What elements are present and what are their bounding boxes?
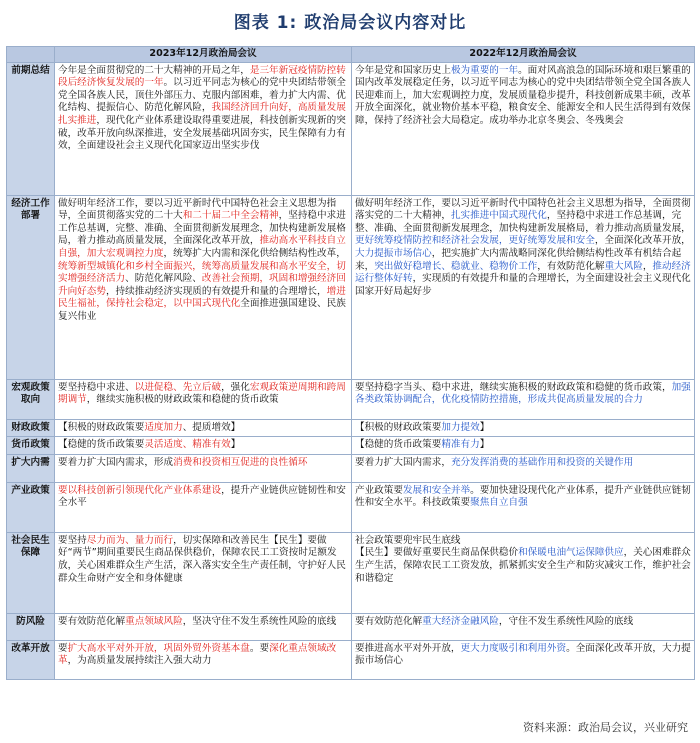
text-segment: 今年是党和国家历史上 [355,64,451,76]
text-segment: ，坚持稳中求进工作总基调，完整、准确、全面贯彻新发展理念，加快构建新发展格局，着力推动高质量发展，全面深化改革开放， [58,210,346,247]
table-row [7,454,695,482]
header-2022: 2022年12月政治局会议 [352,47,695,63]
cell-2022 [352,532,695,613]
highlight-red: 推动高水平科技自立自强，加大宏观调控力度 [58,235,346,259]
text-segment: 要有效防范化解 [355,615,423,627]
highlight-blue: 更好统筹疫情防控和经济社会发展，更好统筹发展和安全 [355,235,595,247]
row-label: 社会民生保障 [7,532,55,613]
highlight-blue: 精准有力 [441,439,480,451]
cell-2022 [352,379,695,419]
highlight-red: 以进促稳、先立后破 [134,381,222,393]
highlight-blue: 推动经济运行整体好转 [355,260,691,285]
table-row [7,62,695,195]
text-segment: 要 [58,642,68,654]
highlight-red: 重点领域风险 [125,615,183,627]
cell-2023 [55,482,352,532]
text-segment: 】 [230,439,241,451]
cell-2023 [55,62,352,195]
table-row [7,532,695,613]
text-segment: 要着力扩大国内需求， [355,456,451,468]
text-segment: 【民生】要做好重要民生商品保供稳价 [355,547,519,559]
text-segment: 做好明年经济工作，要以习近平新时代中国特色社会主义思想为指导，全面贯彻落实党的二十大 [58,197,337,222]
highlight-red: 适度加力 [144,421,183,433]
text-segment: ，守住不发生系统性风险的底线 [498,615,634,627]
source-note: 资料来源：政治局会议，兴业研究 [523,721,688,734]
cell-2023 [55,532,352,613]
highlight-red: 统筹新型城镇化和乡村全面振兴，统筹高质量发展和高水平安全，切实增强经济活力 [58,260,346,285]
cell-2022 [352,62,695,195]
text-segment: 要着力扩大国内需求，形成 [58,456,174,468]
text-segment: ，有效防范化解 [537,260,605,272]
text-segment: 要坚持稳字当头、稳中求进，继续实施积极的财政政策和稳健的货币政策， [355,381,672,393]
table-row [7,613,695,640]
text-segment: ，全面深化改革开放， [594,235,691,247]
cell-2023 [55,640,352,679]
row-label: 产业政策 [7,482,55,532]
text-segment: ，坚决守住不发生系统性风险的底线 [182,615,337,627]
cell-2022 [352,482,695,532]
cell-2022 [352,437,695,455]
highlight-red: 深化重点领域改革 [58,642,337,667]
header-label-column [7,47,55,63]
highlight-red: 是三年新冠疫情防控转段后经济恢复发展的一年 [58,64,346,89]
cell-2022 [352,640,695,679]
text-segment: 产业政策要 [355,484,403,496]
text-segment: 。要 [249,642,270,654]
row-label: 改革开放 [7,640,55,679]
highlight-blue: 大力提振市场信心 [355,247,432,259]
cell-2022 [352,419,695,437]
text-segment: ，关心困难群众生产生活，保障农民工工资发放，抓紧抓实安全生产和防灾减灾工作，维护社会和谐稳定 [355,547,691,584]
table-row [7,419,695,437]
text-segment: 】 [479,421,490,433]
text-segment: ，把实施扩大内需战略同深化供给侧结构性改革有机结合起来， [355,247,682,272]
highlight-blue: 聚焦自立自强 [470,497,528,509]
text-segment: 、提质增效】 [182,421,241,433]
text-segment: 做好明年经济工作，要以习近平新时代中国特色社会主义思想为指导，全面贯彻落实党的二十大精神， [355,197,691,222]
header-2023: 2023年12月政治局会议 [55,47,352,63]
highlight-blue: 重大风险 [604,260,643,272]
table-row [7,482,695,532]
text-segment: ， [642,260,653,272]
highlight-blue: 充分发挥消费的基础作用和投资的关键作用 [450,456,634,468]
text-segment: 要坚持稳中求进、 [58,381,135,393]
highlight-blue: 扎实推进中国式现代化 [450,210,547,222]
text-segment: 要坚持 [58,534,87,546]
text-segment: 要有效防范化解 [58,615,126,627]
cell-2023 [55,613,352,640]
comparison-table [6,46,695,680]
text-segment: ，提升产业链供应链韧性和安全水平 [58,484,346,509]
highlight-blue: 更大力度吸引和利用外资 [460,642,567,654]
text-segment: ，持续推动经济实现质的有效提升和量的合理增长， [105,285,327,297]
text-segment: 。面对风高浪急的国际环境和艰巨繁重的国内改革发展稳定任务，以习近平同志为核心的党中央团结带领全党全国各族人民迎难而上，加大宏观调控力度，发展质量稳步提升，科技创新成果丰硕，改革开放全面深化，就业物价基本平稳，粮食安全、能源安全和人民生活得到有效保障，保持了经济社会大局稳定。成功举办北京冬奥会、冬残奥会 [355,64,691,126]
highlight-red: 增进民生福祉，保持社会稳定，以中国式现代化 [58,285,346,310]
text-segment: 全面推进强国建设、民族复兴伟业 [58,298,346,322]
text-segment: 社会政策要兜牢民生底线 [355,534,461,546]
cell-2022 [352,195,695,379]
cell-2023 [55,419,352,437]
text-segment: 。全面深化改革开放，大力提振市场信心 [355,642,691,667]
highlight-blue: 发展和安全并举 [402,484,471,496]
text-segment: ，为高质量发展持续注入强大动力 [67,655,212,667]
table-row [7,195,695,379]
text-segment: 今年是全面贯彻党的二十大精神的开局之年， [58,64,250,76]
text-segment: 。要加快建设现代化产业体系，提升产业链供应链韧性和安全水平。科技政策要 [355,484,691,509]
highlight-red: 消费和投资相互促进的良性循环 [173,456,308,468]
highlight-blue: 极为重要的一年 [450,64,519,76]
text-segment: 。以习近平同志为核心的党中央团结带领全党全国各族人民，顶住外部压力、克服内部困难，着力扩大内需、优化结构、提振信心、防范化解风险， [58,77,346,114]
highlight-red: 我国经济回升向好，高质量发展扎实推进 [58,102,346,126]
text-segment: 【积极的财政政策要 [355,421,442,433]
table-row [7,379,695,419]
cell-2023 [55,379,352,419]
text-segment: 【稳健的货币政策要 [355,439,442,451]
text-segment: 要推进高水平对外开放， [355,642,461,654]
row-label: 防风险 [7,613,55,640]
table-row [7,640,695,679]
text-segment: ，坚持稳中求进工作总基调，完整、准确、全面贯彻新发展理念，加快构建新发展格局，着力推动高质量发展， [355,210,691,234]
text-segment: 【稳健的货币政策要 [58,439,145,451]
highlight-red: 宏观政策逆周期和跨周期调节 [58,381,346,406]
text-segment: 】 [479,439,490,451]
highlight-red: 尽力而为、量力而行 [86,534,174,546]
row-label: 宏观政策取向 [7,379,55,419]
table-row [7,437,695,455]
highlight-red: 要以科技创新引领现代化产业体系建设 [58,484,222,496]
text-segment: 【积极的财政政策要 [58,421,145,433]
row-label: 财政政策 [7,419,55,437]
highlight-blue: 加力提效 [441,421,480,433]
text-segment: ，强化 [221,381,250,393]
highlight-red: 改善社会预期，巩固和增强经济回升向好态势 [58,273,346,297]
highlight-red: 扩大高水平对外开放，巩固外贸外资基本盘 [67,642,250,654]
cell-2023 [55,454,352,482]
text-segment: ，实现质的有效提升和量的合理增长，为全面建设社会主义现代化国家开好局起好步 [355,273,691,297]
row-label: 经济工作部署 [7,195,55,379]
text-segment: ，统筹扩大内需和深化供给侧结构性改革， [163,247,346,259]
row-label: 货币政策 [7,437,55,455]
table-header-row [7,47,695,63]
highlight-red: 灵活适度、精准有效 [144,439,231,451]
highlight-blue: 重大经济金融风险 [422,615,499,627]
row-label: 前期总结 [7,62,55,195]
text-segment: ，现代化产业体系建设取得重要进展，科技创新实现新的突破，改革开放向纵深推进，安全发展基础巩固夯实，民生保障有力有效，全面建设社会主义现代化国家迈出坚实步伐 [58,114,346,152]
text-segment: ，继续实施积极的财政政策和稳健的货币政策 [86,394,279,406]
cell-2023 [55,195,352,379]
highlight-blue: 和保暖电油气运保障供应 [518,547,624,559]
highlight-red: 和二十届二中全会精神 [182,210,279,222]
text-segment: ，切实保障和改善民生【民生】要做好“两节”期间重要民生商品保供稳价，保障农民工工资按时足额发放，关心困难群众生产生活，深入落实安全生产责任制，守护好人民群众生命财产安全和身体健康 [58,534,346,584]
cell-2022 [352,454,695,482]
page-title: 图表 1: 政治局会议内容对比 [233,13,467,33]
cell-2023 [55,437,352,455]
highlight-blue: 突出做好稳增长、稳就业、稳物价工作 [374,260,538,272]
cell-2022 [352,613,695,640]
highlight-blue: 加强各类政策协调配合，优化疫情防控措施，形成共促高质量发展的合力 [355,381,691,406]
row-label: 扩大内需 [7,454,55,482]
text-segment: 、防范化解风险、 [125,273,202,285]
